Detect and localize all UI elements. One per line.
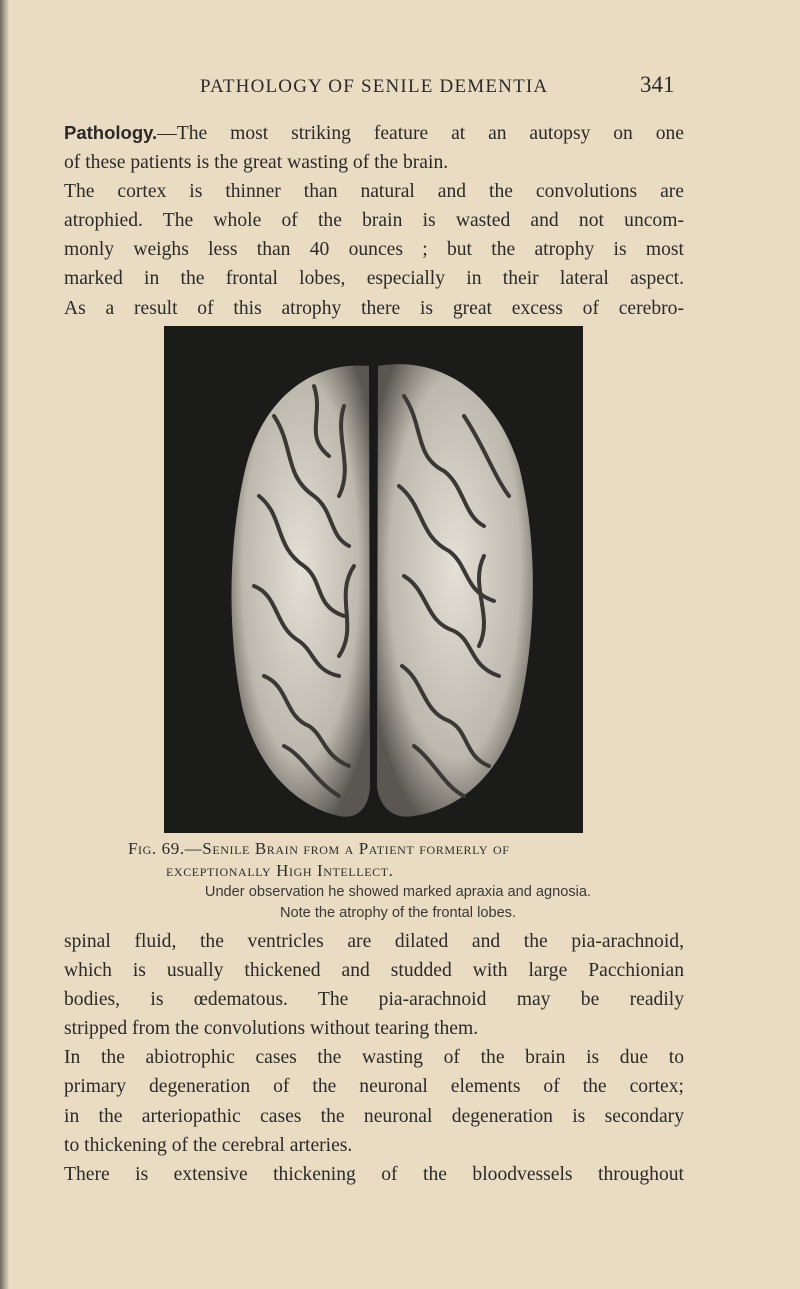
caption-note-line2: Note the atrophy of the frontal lobes. [279,905,517,921]
text-line: in the arteriopathic cases the neuronal degeneration is secondary [64,1105,684,1127]
brain-photograph [164,326,583,833]
figure-caption [128,838,658,924]
running-title: PATHOLOGY OF SENILE DEMENTIA [200,76,549,97]
brain-illustration [164,326,583,833]
text-line: which is usually thickened and studded with large Pacchionian [64,960,684,982]
text-line: Pathology.—The most striking feature at an autopsy on one [64,122,684,144]
text-line: of these patients is the great wasting of the brain. [64,152,449,174]
text-line: marked in the frontal lobes, especially in their lateral aspect. [64,268,684,290]
body-text-top [64,118,684,323]
text-line: As a result of this atrophy there is great excess of cerebro- [64,297,684,319]
page-number: 341 [640,72,675,97]
text-line: The cortex is thinner than natural and the convolutions are [64,181,684,203]
text-line: spinal fluid, the ventricles are dilated and the pia-arachnoid, [64,931,684,952]
text-line: stripped from the convolutions without tearing them. [64,1018,479,1040]
text-line: primary degeneration of the neuronal elements of the cortex; [64,1076,684,1098]
running-header [200,72,700,98]
text-line: bodies, is œdematous. The pia-arachnoid may be readily [64,989,684,1011]
text-line: atrophied. The whole of the brain is wasted and not uncom- [64,210,684,232]
caption-note-line1: Under observation he showed marked apraxia and agnosia. [204,884,592,900]
text-line: monly weighs less than 40 ounces ; but the atrophy is most [64,239,684,261]
body-text-bottom [64,927,684,1189]
text-line: to thickening of the cerebral arteries. [64,1134,353,1156]
caption-title-line1: Fig. 69.—Senile Brain from a Patient formerly of [128,839,510,858]
text-line: There is extensive thickening of the bloodvessels throughout [64,1163,684,1185]
section-lead: Pathology. [64,122,158,143]
caption-title-line2: exceptionally High Intellect. [166,861,394,880]
text-line: In the abiotrophic cases the wasting of the brain is due to [64,1047,684,1069]
